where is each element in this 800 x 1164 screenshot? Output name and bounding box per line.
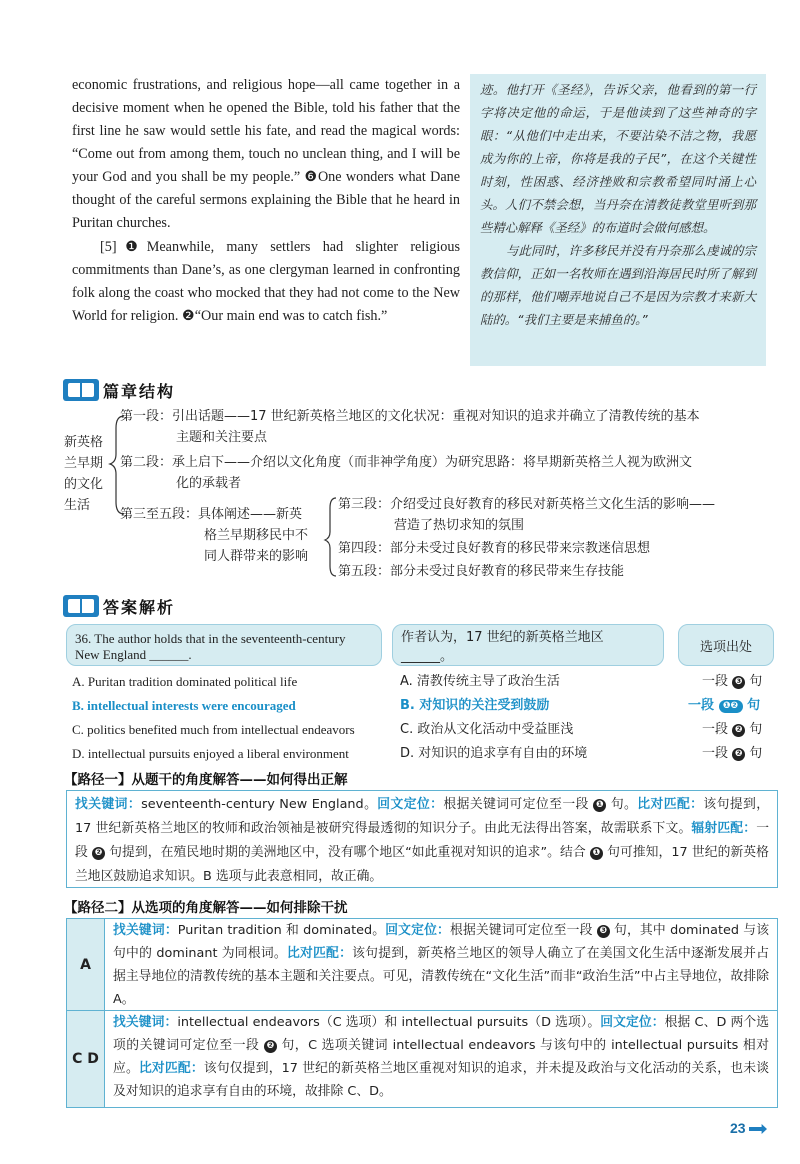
translation-p1: 迹。他打开《圣经》，告诉父亲，他看到的第一行字将决定他的命运，于是他读到了这些神奇的字眼：“从他们中走出来，不要沾染不洁之物，我愿成为你的上帝，你将是我的子民”，在这个关键性时刻，性困惑、经济挫败和宗教希望同时涌上心头。人们不禁会想，当丹奈在清教徒教堂里听到那些精心解释《圣经》的布道时会做何感想。 [480,82,756,235]
route-1-text: 找关键词：seventeenth-century New England。回文定位：根据关键词可定位至一段 ❶ 句。比对匹配：该句提到，17 世纪新英格兰地区的牧师和政治领袖是被研究得最透彻的知识分子。由此无法得出答案，故需联系下文。辐射匹配：一段 ❷ 句提到，在殖民地时期的美洲地区中，没有哪个地区“如此重视对知识的追求”。结合 ❶ 句可推知，17 世纪的新英格兰地区鼓励追求知识。B 选项与此表意相同，故正确。 [75,797,770,884]
sentence-number: ❶ [116,239,147,255]
option-b-en: B. intellectual interests were encouraged [72,698,296,713]
paragraph-4-end: economic frustrations, and religious hope—all came together in a decisive moment when he opened the Bible, told his father that the first line he saw would settle his fate, and read the magical words: “Come out from among them, touch no unclean thing, and I will be your God and you shall be my people.” ❻One wonders what Dane thought of the careful sermons explaining the Bible that he heard in Puritan churches. [72,77,461,231]
structure-para-2: 第二段：承上启下——介绍以文化角度（而非神学角度）为研究思路：将早期新英格兰人视为欧洲文 化的承载者 [120,455,693,491]
structure-para-4: 第四段：部分未受过良好教育的移民带来宗教迷信思想 [338,541,651,556]
structure-tree [64,406,784,586]
source-header-box: 选项出处 [678,624,774,666]
option-c-zh: C. 政治从文化活动中受益匪浅 [400,722,574,737]
option-d-source: 一段 ❷ 句 [702,746,763,761]
page-number: 23 [730,1120,746,1136]
answers-header [63,594,783,618]
route-2-label-a: A [67,919,105,1011]
question-zh-box: 作者认为，17 世纪的新英格兰地区 ______。 [392,624,664,666]
structure-para-5: 第五段：部分未受过良好教育的移民带来生存技能 [338,564,625,579]
question-en-line1: 36. The author holds that in the seventeenth-century [75,631,346,646]
option-d-zh: D. 对知识的追求享有自由的环境 [400,746,588,761]
translation-panel [470,74,766,366]
structure-para-3: 第三段：介绍受过良好教育的移民对新英格兰文化生活的影响—— 营造了热切求知的氛围 [338,497,716,533]
option-c-source: 一段 ❷ 句 [702,722,763,737]
route-2-cd-content: 找关键词：intellectual endeavors（C 选项）和 intellectual pursuits（D 选项）。回文定位：根据 C、D 两个选项的关键词可定位至一段 ❷ 句，C 选项关键词 intellectual endeavors 与该句中的 intellectual pursuits 相对应。比对匹配：该句仅提到，17 世纪的新英格兰地区重视对知识的追求，并未提及政治与文化活动的关系，也未谈及对知识的追求享有自由的环境，故排除 C、D。 [113,1015,770,1099]
option-c-en: C. politics benefited much from intellectual endeavors [72,722,355,737]
question-en-line2: New England ______. [75,647,192,662]
translation-p2: 与此同时，许多移民并没有丹奈那么虔诚的宗教信仰，正如一名牧师在遇到沿海居民时所了解到的那样，他们嘲弄地说自己不是因为宗教才来新大陆的。“我们主要是来捕鱼的。” [480,243,756,327]
sentence-number: ❻ [304,169,318,185]
option-a-zh: A. 清教传统主导了政治生活 [400,674,560,689]
sentence-number: ❷ [181,308,195,324]
option-a-source: 一段 ❸ 句 [702,674,763,689]
route-2-heading: 【路径二】从选项的角度解答——如何排除干扰 [64,900,348,916]
structure-para-1: 第一段：引出话题——17 世纪新英格兰地区的文化状况：重视对知识的追求并确立了清教传统的基本 主题和关注要点 [120,409,700,445]
structure-root: 新英格 兰早期 的文化 生活 [64,435,104,513]
structure-para-3-5: 第三至五段：具体阐述——新英 格兰早期移民中不 同人群带来的影响 [120,507,309,564]
option-b-zh: B. 对知识的关注受到鼓励 [400,698,550,713]
route-1-box [66,790,778,888]
route-1-heading: 【路径一】从题干的角度解答——如何得出正解 [64,772,348,788]
structure-header [63,378,783,402]
paragraph-number: [5] [100,239,117,255]
book-icon [63,595,99,617]
route-2-label-cd: C D [67,1011,105,1107]
option-d-en: D. intellectual pursuits enjoyed a liberal environment [72,746,349,761]
question-en-box [66,624,382,666]
option-a-en: A. Puritan tradition dominated political life [72,674,298,689]
route-2-a-content: 找关键词：Puritan tradition 和 dominated。回文定位：根据关键词可定位至一段 ❸ 句，其中 dominated 与该句中的 dominant 为同根词。比对匹配：该句提到，新英格兰地区的领导人确立了在美国文化生活中逐渐发展并占据主导地位的清教传统的基本主题和关注要点。可见，清教传统在“文化生活”而非“政治生活”中占主导地位，故排除 A。 [105,919,777,1011]
answers-title: 答案解析 [103,597,176,617]
structure-title: 篇章结构 [103,381,176,401]
page-arrow-icon [749,1124,767,1134]
english-passage [72,74,460,328]
option-b-source: 一段 ❶❷ 句 [688,698,761,713]
paragraph-5: [5]❶Meanwhile, many settlers had slighter religious commitments than Dane’s, as one clergyman learned in confronting folk along the coast who mocked that they had not come to the New World for religion. ❷“Our main end was to catch fish.” [72,239,460,324]
book-icon [63,379,99,401]
route-2-box [66,918,778,1108]
